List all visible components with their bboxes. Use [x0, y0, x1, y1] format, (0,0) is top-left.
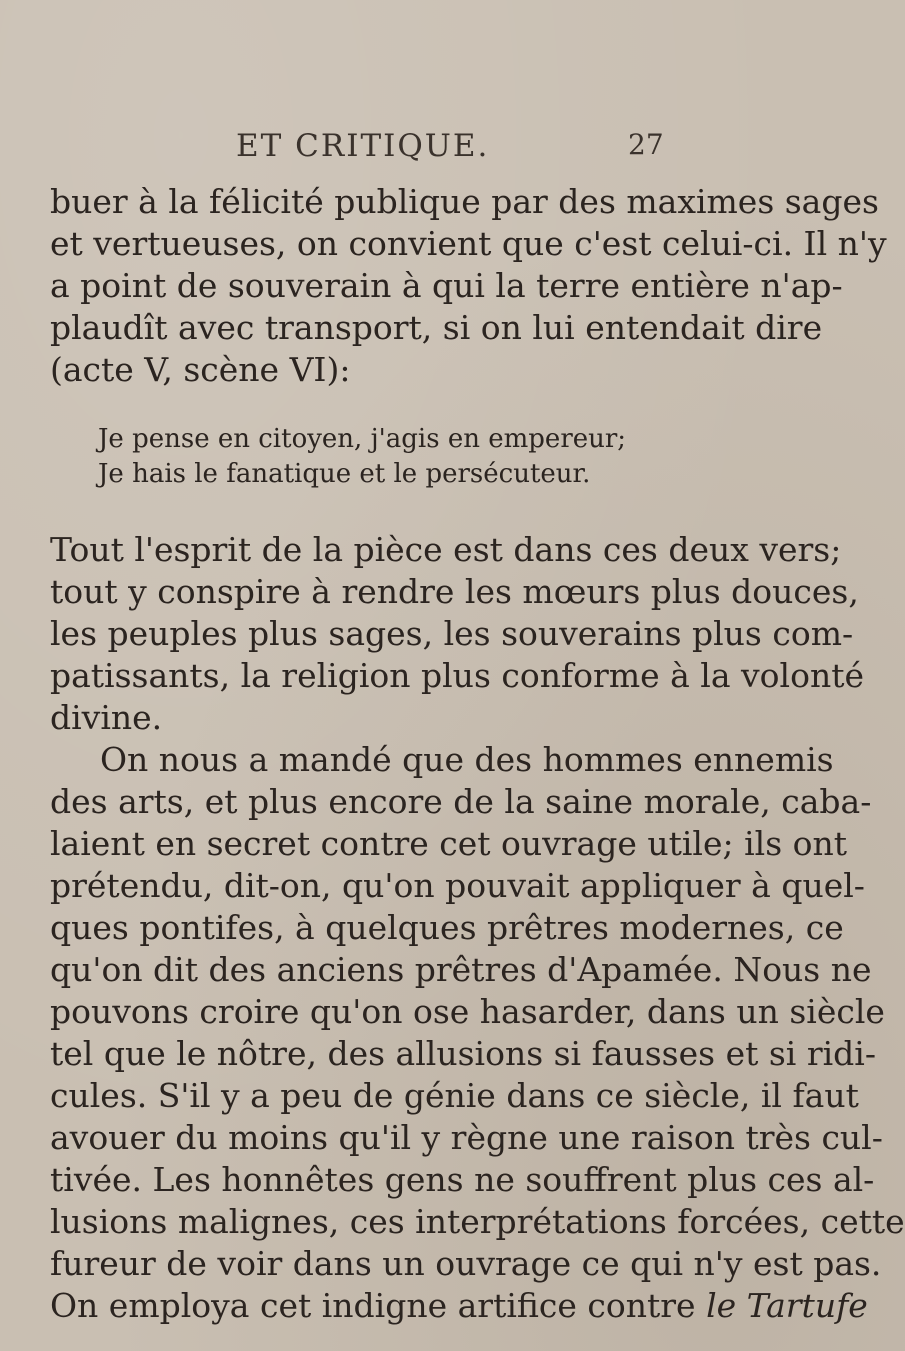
text-line: a point de souverain à qui la terre entière n'ap- — [50, 266, 843, 305]
text-line: (acte V, scène VI): — [50, 350, 351, 389]
text-line: On nous a mandé que des hommes ennemis — [100, 740, 834, 779]
text-line: tel que le nôtre, des allusions si fausses et si ridi- — [50, 1034, 876, 1073]
text-line: tout y conspire à rendre les mœurs plus douces, — [50, 572, 859, 611]
text-line: Tout l'esprit de la pièce est dans ces deux vers; — [50, 530, 842, 569]
text-line: divine. — [50, 698, 163, 737]
text-line: cules. S'il y a peu de génie dans ce siècle, il faut — [50, 1076, 859, 1115]
page-number: 27 — [628, 128, 664, 161]
text-line: prétendu, dit-on, qu'on pouvait appliquer à quel- — [50, 866, 865, 905]
text-line-last — [50, 1286, 868, 1326]
text-line: tivée. Les honnêtes gens ne souffrent plus ces al- — [50, 1160, 875, 1199]
italic-article: le — [706, 1286, 737, 1325]
running-head: ET CRITIQUE. — [236, 128, 490, 164]
text-space — [736, 1286, 747, 1325]
text-line: pouvons croire qu'on ose hasarder, dans un siècle — [50, 992, 885, 1031]
text-span: On employa cet indigne artifice contre — [50, 1286, 707, 1325]
text-line: fureur de voir dans un ouvrage ce qui n'y est pas. — [50, 1244, 882, 1283]
text-line: qu'on dit des anciens prêtres d'Apamée. Nous ne — [50, 950, 872, 989]
text-line: ques pontifes, à quelques prêtres modernes, ce — [50, 908, 844, 947]
text-line: les peuples plus sages, les souverains plus com- — [50, 614, 854, 653]
text-line: plaudît avec transport, si on lui entendait dire — [50, 308, 823, 347]
verse-line: Je pense en citoyen, j'agis en empereur; — [98, 424, 627, 454]
text-line: buer à la félicité publique par des maximes sages — [50, 182, 879, 221]
text-line: patissants, la religion plus conforme à la volonté — [50, 656, 864, 695]
text-line: avouer du moins qu'il y règne une raison très cul- — [50, 1118, 883, 1157]
verse-line: Je hais le fanatique et le persécuteur. — [98, 459, 591, 489]
text-line: lusions malignes, ces interprétations forcées, cette — [50, 1202, 905, 1241]
text-line: des arts, et plus encore de la saine morale, caba- — [50, 782, 872, 821]
text-line: et vertueuses, on convient que c'est celui-ci. Il n'y — [50, 224, 887, 263]
play-title: Tartufe — [746, 1286, 868, 1325]
text-line: laient en secret contre cet ouvrage utile; ils ont — [50, 824, 848, 863]
